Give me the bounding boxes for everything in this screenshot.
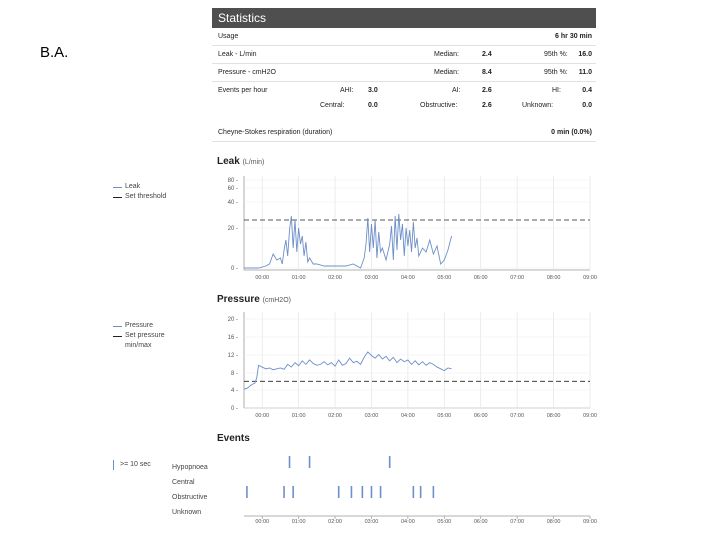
pressure-legend-item (113, 321, 165, 331)
leak-x-tick-label: 01:00 (291, 275, 306, 281)
set-pressure-legend-item (113, 331, 165, 341)
leak-x-tick-label: 03:00 (364, 275, 379, 281)
leak-x-tick-label: 09:00 (583, 275, 597, 281)
leak-p95-label: 95th %: (544, 51, 568, 58)
pressure-y-tick-label: 12 - (227, 353, 238, 359)
leak-legend-label: Leak (125, 183, 141, 190)
ahi-value: 3.0 (368, 87, 378, 94)
pressure-median: 8.4 (482, 69, 492, 76)
leak-y-tick-label: 80 - (227, 178, 238, 184)
leak-y-tick-label: 60 - (227, 186, 238, 192)
events-x-tick-label: 01:00 (291, 519, 306, 525)
events-x-tick-label: 03:00 (364, 519, 379, 525)
usage-label: Usage (218, 33, 239, 40)
events-chart-title: Events (217, 433, 250, 444)
pressure-x-tick-label: 02:00 (328, 413, 342, 419)
minmax-legend-item (113, 341, 165, 351)
pressure-chart-title-text: Pressure (217, 294, 260, 305)
pressure-x-tick-label: 03:00 (364, 413, 379, 419)
pressure-y-tick-label: 20 - (227, 317, 238, 323)
ai-label: AI: (452, 87, 461, 94)
leak-y-tick-label: 40 - (227, 200, 238, 206)
leak-series-line (244, 214, 452, 268)
events-label: Events per hour (218, 87, 268, 94)
events-x-tick-label: 08:00 (546, 519, 561, 525)
obstructive-event-label: Obstructive (172, 494, 208, 501)
statistics-title: Statistics (212, 8, 596, 28)
pressure-x-tick-label: 04:00 (401, 413, 415, 419)
patient-initials: B.A. (40, 44, 69, 61)
csr-value: 0 min (0.0%) (551, 129, 592, 136)
pressure-y-tick-label: 0 - (230, 406, 238, 412)
minmax-legend-label: min/max (125, 342, 152, 349)
leak-x-tick-label: 04:00 (401, 275, 415, 281)
csr-label: Cheyne-Stokes respiration (duration) (218, 129, 333, 136)
central-event-label: Central (172, 479, 195, 486)
pressure-y-tick-label: 16 - (227, 335, 238, 341)
unknown-event-label: Unknown (172, 509, 202, 516)
leak-median: 2.4 (482, 51, 492, 58)
events-category-labels (172, 460, 208, 520)
leak-x-tick-label: 08:00 (546, 275, 561, 281)
pressure-x-tick-label: 08:00 (546, 413, 561, 419)
events-x-tick-label: 07:00 (510, 519, 525, 525)
pressure-x-tick-label: 07:00 (510, 413, 525, 419)
pressure-legend (113, 321, 165, 351)
threshold-legend-label: Set threshold (125, 193, 167, 200)
leak-median-label: Median: (434, 51, 459, 58)
central-value: 0.0 (368, 102, 378, 109)
events-x-tick-label: 02:00 (328, 519, 342, 525)
events-duration-legend: >= 10 sec (113, 460, 151, 470)
unknown-value: 0.0 (582, 102, 592, 109)
obstructive-label: Obstructive: (420, 102, 458, 109)
pressure-x-tick-label: 05:00 (437, 413, 452, 419)
leak-p95: 16.0 (578, 51, 592, 58)
set-pressure-legend-label: Set pressure (125, 332, 165, 339)
pressure-chart-unit: (cmH2O) (262, 297, 291, 304)
events-x-tick-label: 09:00 (583, 519, 597, 525)
leak-x-tick-label: 06:00 (473, 275, 488, 281)
hypopnoea-label: Hypopnoea (172, 464, 208, 471)
leak-y-tick-label: 0 - (230, 266, 238, 272)
pressure-median-label: Median: (434, 69, 459, 76)
pressure-p95: 11.0 (578, 69, 592, 76)
pressure-legend-label: Pressure (125, 322, 154, 329)
leak-chart-title-text: Leak (217, 156, 240, 167)
unknown-label: Unknown: (522, 102, 554, 109)
pressure-x-tick-label: 01:00 (291, 413, 306, 419)
central-label: Central: (320, 102, 345, 109)
pressure-y-tick-label: 8 - (230, 371, 238, 377)
pressure-p95-label: 95th %: (544, 69, 568, 76)
pressure-series-line (244, 352, 452, 389)
ahi-label: AHI: (340, 87, 354, 94)
events-x-tick-label: 00:00 (255, 519, 270, 525)
pressure-x-tick-label: 00:00 (255, 413, 270, 419)
pressure-label: Pressure - cmH2O (218, 69, 276, 76)
leak-y-tick-label: 20 - (227, 226, 238, 232)
events-x-tick-label: 06:00 (473, 519, 488, 525)
leak-label: Leak - L/min (218, 51, 257, 58)
events-legend (113, 460, 151, 470)
leak-chart-unit: (L/min) (242, 159, 265, 166)
pressure-y-tick-label: 4 - (230, 388, 238, 394)
events-x-tick-label: 05:00 (437, 519, 452, 525)
events-x-tick-label: 04:00 (401, 519, 415, 525)
leak-x-tick-label: 02:00 (328, 275, 342, 281)
leak-x-tick-label: 00:00 (255, 275, 270, 281)
leak-x-tick-label: 07:00 (510, 275, 525, 281)
leak-x-tick-label: 05:00 (437, 275, 452, 281)
pressure-x-tick-label: 09:00 (583, 413, 597, 419)
hi-value: 0.4 (582, 87, 592, 94)
usage-value: 6 hr 30 min (555, 33, 592, 40)
hi-label: HI: (552, 87, 561, 94)
pressure-chart-title (217, 294, 291, 305)
obstructive-value: 2.6 (482, 102, 492, 109)
ai-value: 2.6 (482, 87, 492, 94)
pressure-x-tick-label: 06:00 (473, 413, 488, 419)
